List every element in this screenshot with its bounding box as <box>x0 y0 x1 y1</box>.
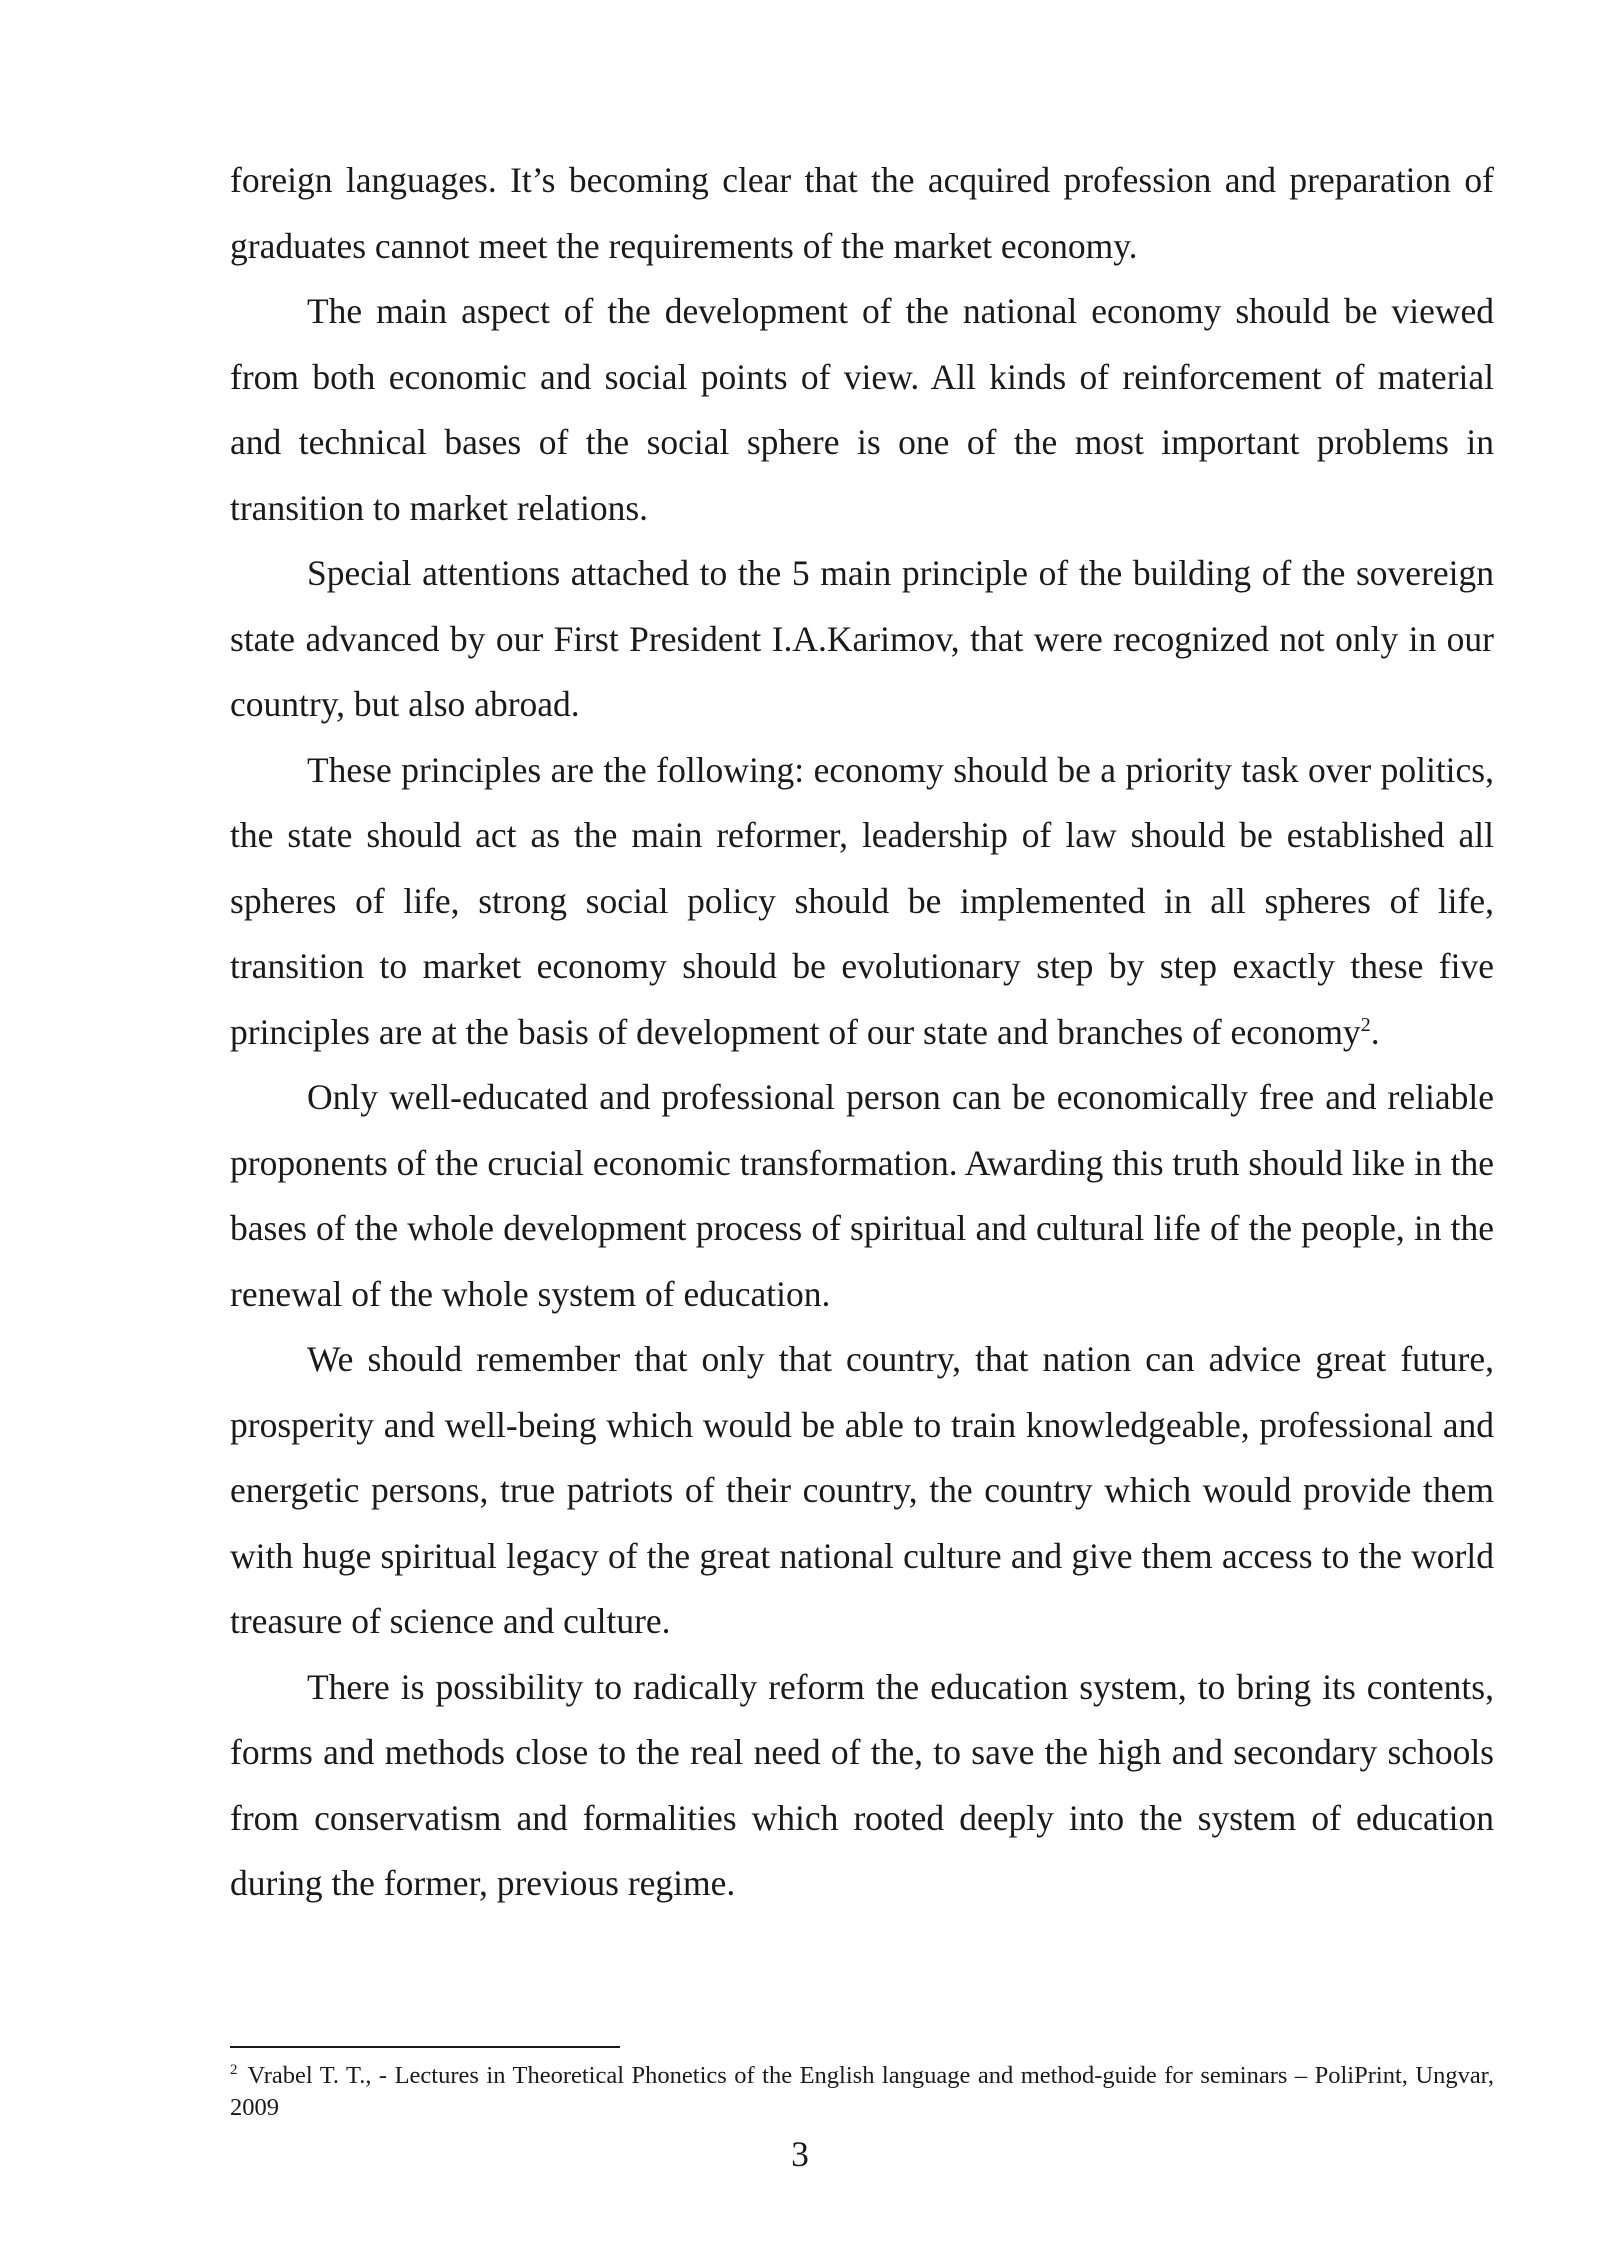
footnote-separator <box>230 2046 620 2048</box>
paragraph-5: Only well-educated and professional person can be economically free and reliable proponents of the crucial economic transformation. Awarding this truth should like in the bases of the whole development process of spiritual and cultural life of the people, in the renewal of the whole system of education. <box>230 1077 1494 1314</box>
footnote <box>230 2060 1494 2124</box>
paragraph-6: We should remember that only that country, that nation can advice great future, prosperity and well-being which would be able to train knowledgeable, professional and energetic persons, true patriots of their country, the country which would provide them with huge spiritual legacy of the great national culture and give them access to the world treasure of science and culture. <box>230 1339 1494 1641</box>
paragraph-4-end-punctuation: . <box>1370 1011 1380 1052</box>
paragraph-3: Special attentions attached to the 5 main principle of the building of the sovereign state advanced by our First President I.A.Karimov, that were recognized not only in our country, but also abroad. <box>230 553 1494 724</box>
paragraph-2: The main aspect of the development of the national economy should be viewed from both economic and social points of view. All kinds of reinforcement of material and technical bases of the social sphere is one of the most important problems in transition to market relations. <box>230 291 1494 528</box>
paragraph-1: foreign languages. It’s becoming clear that the acquired profession and preparation of graduates cannot meet the requirements of the market economy. <box>230 160 1494 266</box>
footnote-reference[interactable]: 2 <box>1360 1013 1371 1036</box>
footnote-text: Vrabel T. T., - Lectures in Theoretical Phonetics of the English language and method-guide for seminars – PoliPrint, Ungvar, 2009 <box>230 2062 1494 2121</box>
paragraph-7: There is possibility to radically reform the education system, to bring its contents, forms and methods close to the real need of the, to save the high and secondary schools from conservatism and formalities which rooted deeply into the system of education during the former, previous regime. <box>230 1666 1494 1903</box>
page-number: 3 <box>791 2134 809 2174</box>
footnote-marker: 2 <box>230 2061 238 2078</box>
paragraph-4 <box>230 738 1494 1066</box>
body-text <box>230 148 1494 1917</box>
paragraph-4-text: These principles are the following: economy should be a priority task over politics, the state should act as the main reformer, leadership of law should be established all spheres of life, strong social policy should be implemented in all spheres of life, transition to market economy should be evolutionary step by step exactly these five principles are at the basis of development of our state and branches of economy <box>230 749 1494 1052</box>
